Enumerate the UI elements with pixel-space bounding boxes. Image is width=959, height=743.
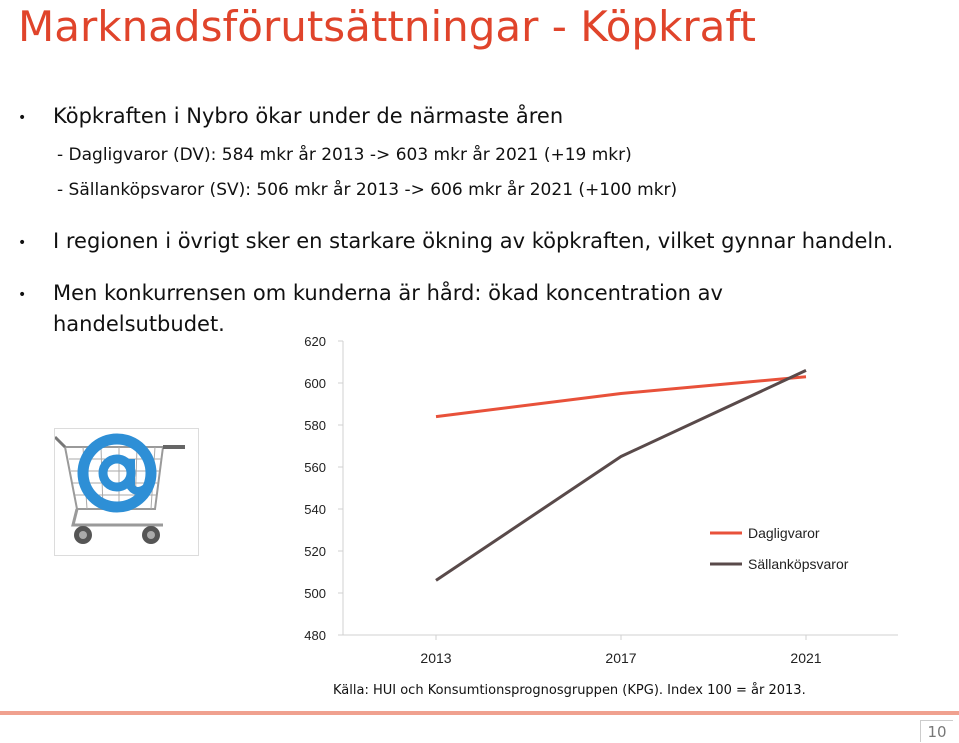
y-tick-label: 580 [304,418,326,433]
x-tick-label: 2017 [605,650,637,666]
source-note: Källa: HUI och Konsumtionsprognosgruppen (KPG). Index 100 = år 2013. [333,683,806,698]
y-tick-label: 600 [304,376,326,391]
page-number: 10 [920,720,953,742]
y-tick-label: 540 [304,502,326,517]
page-title: Marknadsförutsättningar - Köpkraft [18,2,756,51]
legend-label: Sällanköpsvaror [748,556,849,572]
y-tick-label: 500 [304,586,326,601]
legend-label: Dagligvaror [748,525,820,541]
y-tick-label: 520 [304,544,326,559]
bottom-divider [0,711,959,715]
bullet-text-3-continued: handelsutbudet. [53,312,225,336]
bullet-text-3: Men konkurrensen om kunderna är hård: ökad koncentration av [53,281,723,305]
bullet-text-1: Köpkraften i Nybro ökar under de närmaste åren [53,104,564,128]
y-tick-label: 620 [304,334,326,349]
sub-item-sallankopsvaror: - Sällanköpsvaror (SV): 506 mkr år 2013 -> 606 mkr år 2021 (+100 mkr) [57,180,678,200]
y-tick-label: 560 [304,460,326,475]
y-tick-label: 480 [304,628,326,643]
bullet-marker: • [18,287,27,303]
bullet-marker: • [18,110,27,126]
bullet-text-2: I regionen i övrigt sker en starkare ökning av köpkraften, vilket gynnar handeln. [53,229,894,253]
sub-item-dagligvaror: - Dagligvaror (DV): 584 mkr år 2013 -> 603 mkr år 2021 (+19 mkr) [57,145,632,165]
bullet-marker: • [18,235,27,251]
x-tick-label: 2013 [420,650,452,666]
x-tick-label: 2021 [790,650,822,666]
series-line-sallankopsvaror [436,370,806,580]
